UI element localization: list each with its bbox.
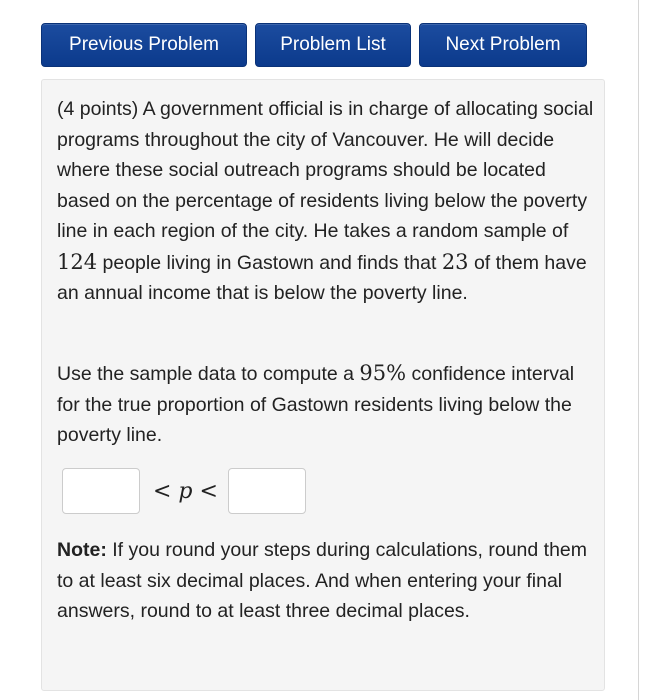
previous-problem-button[interactable]: Previous Problem [41, 23, 247, 67]
success-count-value: 23 [441, 249, 469, 274]
note-label: Note: [57, 539, 107, 561]
problem-intro-text-2: people living in Gastown and finds that [97, 251, 442, 274]
page-edge-divider [638, 0, 639, 700]
task-text: Use the sample data to compute a [57, 363, 360, 385]
upper-bound-input[interactable] [228, 468, 306, 514]
rounding-note [57, 535, 597, 627]
sample-size-value: 124 [57, 249, 98, 274]
problem-panel [41, 79, 605, 691]
confidence-interval-answer [62, 468, 306, 514]
next-problem-button[interactable]: Next Problem [419, 23, 587, 67]
problem-statement [57, 94, 597, 309]
problem-navigation [41, 23, 587, 67]
inequality-expression: < p < [153, 478, 218, 504]
problem-intro-text-3: of them have an annual income that is below the poverty line. [57, 251, 587, 304]
task-text-2: confidence interval for the true proportion of Gastown residents living below the poverty line. [57, 363, 575, 446]
confidence-level-value: 95% [359, 361, 407, 385]
problem-task [57, 358, 597, 451]
note-text: If you round your steps during calculations, round them to at least six decimal places. And when entering your final answers, round to at least three decimal places. [57, 539, 588, 622]
problem-intro-text: (4 points) A government official is in charge of allocating social programs throughout the city of Vancouver. He will decide where these social outreach programs should be located based on the percentage of residents living below the poverty line in each region of the city. He takes a random sample of [57, 98, 594, 242]
lower-bound-input[interactable] [62, 468, 140, 514]
problem-list-button[interactable]: Problem List [255, 23, 411, 67]
